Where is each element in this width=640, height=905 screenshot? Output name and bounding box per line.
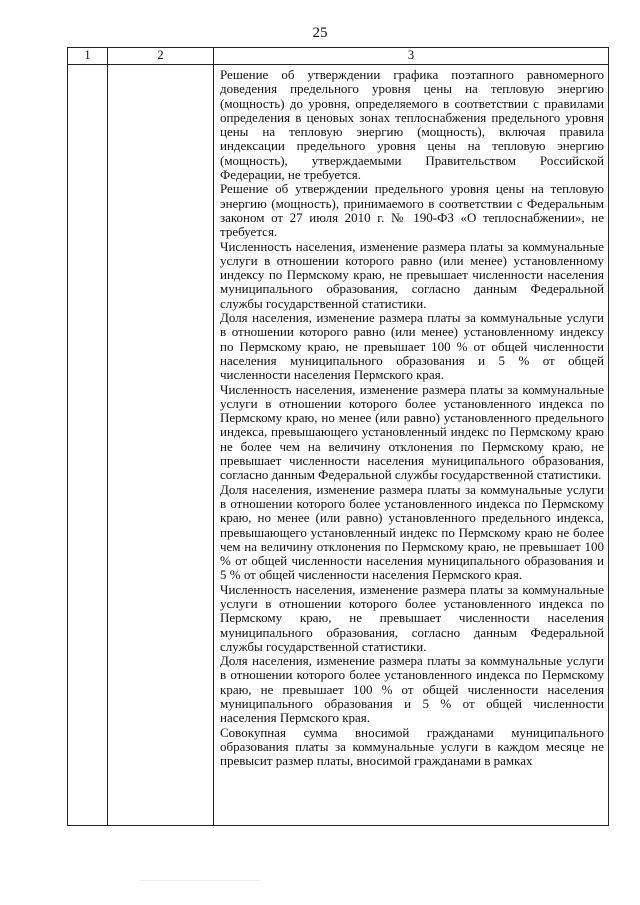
column-3-cell bbox=[214, 65, 609, 826]
paragraph-tariff-schedule: Решение об утверждении графика поэтапного равномерного доведения предельного уровня цены на тепловую энергию (мощность) до уровня, определяемого в соответствии с правилами определения в ценовых зонах теплоснабжения предельного уровня цены на тепловую энергию (мощность), включая правила индексации предельного уровня цены на тепловую энергию (мощность), утверждаемыми Правительством Российской Федерации, не требуется. bbox=[220, 67, 604, 183]
paragraph-price-limit: Решение об утверждении предельного уровня цены на тепловую энергию (мощность), принимаемого в соответствии с Федеральным законом от 27 июля 2010 г. № 190-ФЗ «О теплоснабжении», не требуется. bbox=[220, 181, 604, 240]
column-3-header: 3 bbox=[214, 48, 609, 65]
column-3-text-block bbox=[214, 65, 608, 769]
paragraph-share-above-index-limited: Доля населения, изменение размера платы за коммунальные услуги в отношении которого более установленного индекса по Пермскому краю, но менее (или равно) установленного предельного индекса, превышающего установленный индекс по Пермскому краю не более чем на величину отклонения по Пермскому краю, не превышает 100 % от общей численности населения муниципального образования и 5 % от общей численности населения Пермского края. bbox=[220, 481, 604, 583]
column-1-cell bbox=[68, 65, 108, 826]
column-1-header: 1 bbox=[68, 48, 108, 65]
scan-artifact bbox=[140, 880, 260, 881]
paragraph-share-equal-index: Доля населения, изменение размера платы за коммунальные услуги в отношении которого равно (или менее) установленному индексу по Пермскому краю, не превышает 100 % от общей численности населения муниципального образования и 5 % от общей численности населения Пермского края. bbox=[220, 310, 604, 383]
page-number: 25 bbox=[312, 25, 328, 41]
paragraph-population-above-index-limited: Численность населения, изменение размера платы за коммунальные услуги в отношении которого более установленного индекса по Пермскому краю, но менее (или равно) установленного предельного индекса, превышающего установленный индекс по Пермскому краю не более чем на величину отклонения по Пермскому краю, не превышает численности населения муниципального образования, согласно данным Федеральной службы государственной статистики. bbox=[220, 381, 604, 483]
document-table bbox=[67, 47, 609, 826]
paragraph-total-payment: Совокупная сумма вносимой гражданами муниципального образования платы за коммунальные услуги в каждом месяце не превысит размер платы, вносимой гражданами в рамках bbox=[220, 724, 604, 769]
table-header-row bbox=[68, 48, 609, 65]
column-2-header: 2 bbox=[108, 48, 214, 65]
paragraph-share-above-index: Доля населения, изменение размера платы за коммунальные услуги в отношении которого более установленного индекса по Пермскому краю, не превышает 100 % от общей численности населения муниципального образования и 5 % от общей численности населения Пермского края. bbox=[220, 653, 604, 726]
paragraph-population-above-index: Численность населения, изменение размера платы за коммунальные услуги в отношении которого более установленного индекса по Пермскому краю, не превышает численности населения муниципального образования, согласно данным Федеральной службы государственной статистики. bbox=[220, 581, 604, 654]
table-body-row bbox=[68, 65, 609, 826]
column-2-cell bbox=[108, 65, 214, 826]
paragraph-population-equal-index: Численность населения, изменение размера платы за коммунальные услуги в отношении которого равно (или менее) установленному индексу по Пермскому краю, не превышает численности населения муниципального образования, согласно данным Федеральной службы государственной статистики. bbox=[220, 238, 604, 311]
